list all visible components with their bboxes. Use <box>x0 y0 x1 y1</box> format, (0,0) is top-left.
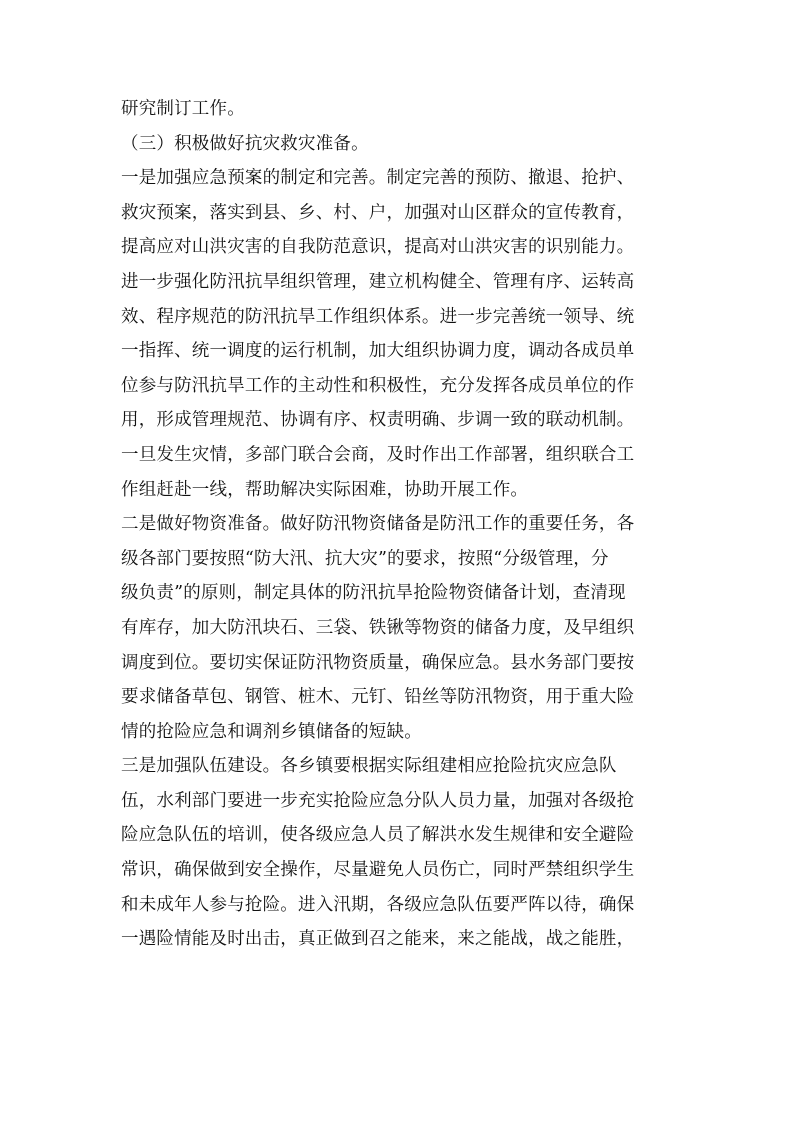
text-line: 用，形成管理规范、协调有序、权责明确、步调一致的联动机制。 <box>121 410 635 431</box>
text-line: 二是做好物资准备。做好防汛物资储备是防汛工作的重要任务，各 <box>121 514 635 535</box>
text-line: 一遇险情能及时出击，真正做到召之能来，来之能战，战之能胜， <box>121 929 635 950</box>
text-line: 提高应对山洪灾害的自我防范意识，提高对山洪灾害的识别能力。 <box>121 237 635 258</box>
text-line: 一旦发生灾情，多部门联合会商，及时作出工作部署，组织联合工 <box>121 444 635 465</box>
text-line: 级负责”的原则，制定具体的防汛抗旱抢险物资储备计划，查清现 <box>121 583 626 604</box>
text-line: 进一步强化防汛抗旱组织管理，建立机构健全、管理有序、运转高 <box>121 271 635 292</box>
text-line: 有库存，加大防汛块石、三袋、铁锹等物资的储备力度，及早组织 <box>121 617 635 638</box>
body-text <box>121 92 681 957</box>
text-line: 效、程序规范的防汛抗旱工作组织体系。进一步完善统一领导、统 <box>121 306 635 327</box>
text-line: 伍，水利部门要进一步充实抢险应急分队人员力量，加强对各级抢 <box>121 790 635 811</box>
text-line: 常识，确保做到安全操作，尽量避免人员伤亡，同时严禁组织学生 <box>121 860 635 881</box>
text-line: 情的抢险应急和调剂乡镇储备的短缺。 <box>121 721 422 742</box>
text-line: 级各部门要按照“防大汛、抗大灾”的要求，按照“分级管理，分 <box>121 548 609 569</box>
text-line: 一是加强应急预案的制定和完善。制定完善的预防、撤退、抢护、 <box>121 168 635 189</box>
text-line: 位参与防汛抗旱工作的主动性和积极性，充分发挥各成员单位的作 <box>121 375 635 396</box>
text-line: 调度到位。要切实保证防汛物资质量，确保应急。县水务部门要按 <box>121 652 635 673</box>
text-line: 三是加强队伍建设。各乡镇要根据实际组建相应抢险抗灾应急队 <box>121 756 617 777</box>
text-line: 研究制订工作。 <box>121 99 245 119</box>
text-line: 和未成年人参与抢险。进入汛期，各级应急队伍要严阵以待，确保 <box>121 894 635 915</box>
text-line: 险应急队伍的培训，使各级应急人员了解洪水发生规律和安全避险 <box>121 825 635 846</box>
text-line: 要求储备草包、钢管、桩木、元钉、铅丝等防汛物资，用于重大险 <box>121 687 635 708</box>
text-line: 作组赶赴一线，帮助解决实际困难，协助开展工作。 <box>121 479 529 500</box>
text-line: 救灾预案，落实到县、乡、村、户，加强对山区群众的宣传教育， <box>121 202 635 223</box>
section-heading: （三）积极做好抗灾救灾准备。 <box>121 133 369 154</box>
text-line: 一指挥、统一调度的运行机制，加大组织协调力度，调动各成员单 <box>121 341 635 362</box>
